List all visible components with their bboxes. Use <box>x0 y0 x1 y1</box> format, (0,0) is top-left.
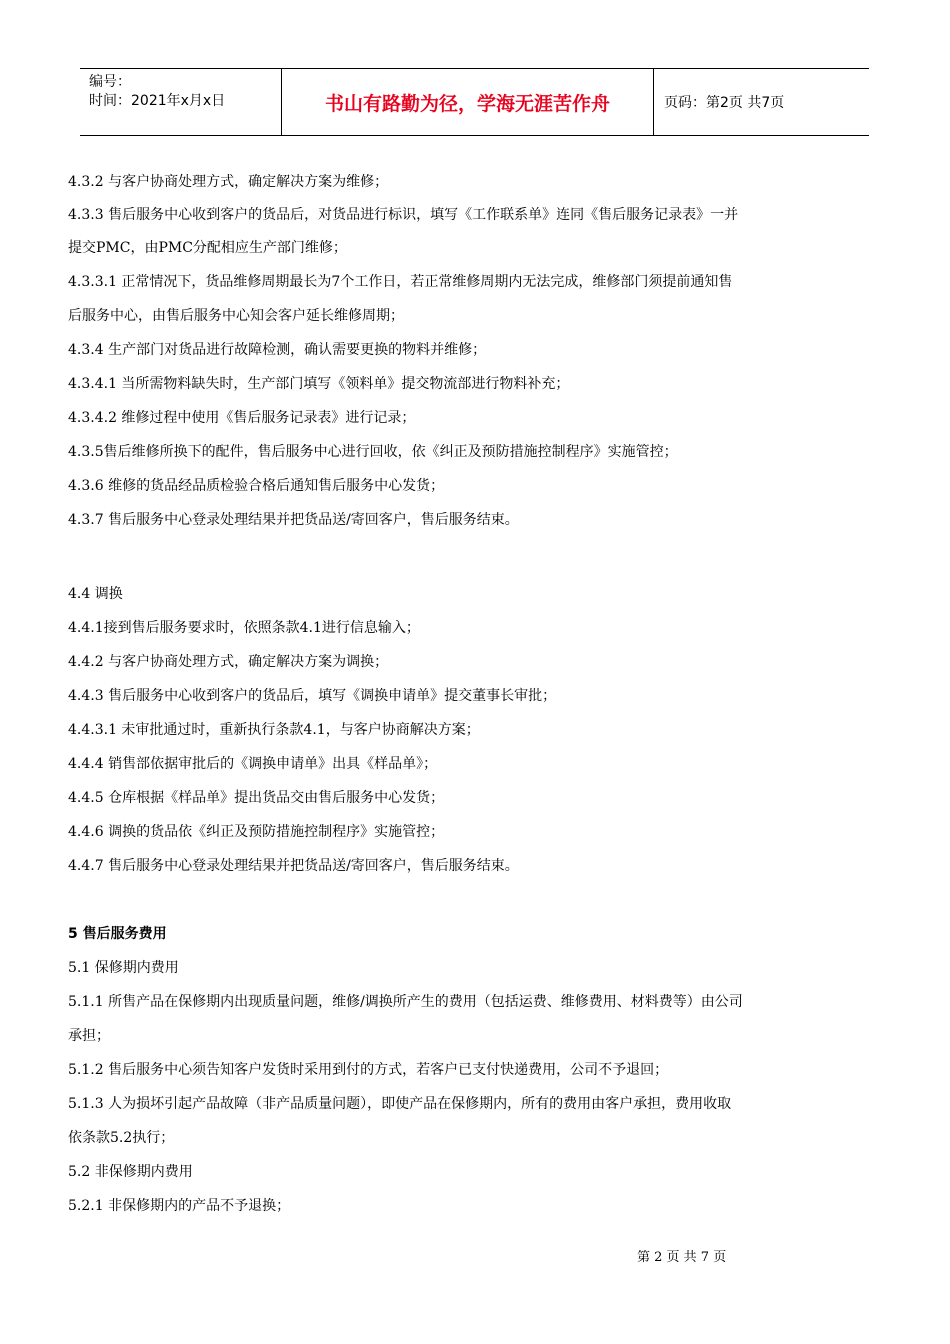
body-line: 4.3.3.1 正常情况下，货品维修周期最长为7个工作日，若正常维修周期内无法完成，维修部门须提前通知售 <box>68 274 733 290</box>
header-meta <box>80 69 282 135</box>
body-line: 5.2.1 非保修期内的产品不予退换； <box>68 1198 291 1214</box>
body-line: 5.1 保修期内费用 <box>68 960 179 976</box>
body-line: 4.4.5 仓库根据《样品单》提出货品交由售后服务中心发货； <box>68 790 445 806</box>
body-line: 5.2 非保修期内费用 <box>68 1164 193 1180</box>
body-line: 提交PMC，由PMC分配相应生产部门维修； <box>68 240 347 256</box>
body-line: 4.4.6 调换的货品依《纠正及预防措施控制程序》实施管控； <box>68 824 445 840</box>
body-line: 4.3.3 售后服务中心收到客户的货品后，对货品进行标识，填写《工作联系单》连同《售后服务记录表》一并 <box>68 207 739 223</box>
body-line: 4.4.4 销售部依据审批后的《调换申请单》出具《样品单》； <box>68 756 438 772</box>
section-heading: 5 售后服务费用 <box>68 926 167 942</box>
body-line: 4.4.1接到售后服务要求时，依照条款4.1进行信息输入； <box>68 620 420 636</box>
body-line: 4.4.2 与客户协商处理方式，确定解决方案为调换； <box>68 654 389 670</box>
body-line: 4.4.7 售后服务中心登录处理结果并把货品送/寄回客户，售后服务结束。 <box>68 858 519 874</box>
body-line: 4.4 调换 <box>68 586 123 602</box>
body-line: 4.3.4.1 当所需物料缺失时，生产部门填写《领料单》提交物流部进行物料补充； <box>68 376 570 392</box>
body-line: 4.4.3 售后服务中心收到客户的货品后，填写《调换申请单》提交董事长审批； <box>68 688 557 704</box>
page-footer: 第 2 页 共 7 页 <box>637 1250 727 1265</box>
body-line: 后服务中心，由售后服务中心知会客户延长维修周期； <box>68 308 404 324</box>
body-line: 4.3.4 生产部门对货品进行故障检测，确认需要更换的物料并维修； <box>68 342 487 358</box>
body-line: 5.1.2 售后服务中心须告知客户发货时采用到付的方式，若客户已支付快递费用，公司不予退回； <box>68 1062 669 1078</box>
document-header <box>80 68 869 136</box>
body-line: 4.3.2 与客户协商处理方式，确定解决方案为维修； <box>68 174 389 190</box>
body-line: 4.3.6 维修的货品经品质检验合格后通知售后服务中心发货； <box>68 478 445 494</box>
header-motto: 书山有路勤为径，学海无涯苦作舟 <box>282 69 654 135</box>
doc-date-label: 时间：2021年x月x日 <box>89 93 226 109</box>
doc-number-label: 编号： <box>89 74 131 90</box>
header-page-number: 页码：第2页 共7页 <box>664 95 785 111</box>
body-line: 依条款5.2执行； <box>68 1130 175 1146</box>
body-line: 5.1.3 人为损坏引起产品故障（非产品质量问题），即使产品在保修期内，所有的费用由客户承担，费用收取 <box>68 1096 732 1112</box>
body-line: 4.4.3.1 未审批通过时，重新执行条款4.1，与客户协商解决方案； <box>68 722 480 738</box>
body-line: 4.3.7 售后服务中心登录处理结果并把货品送/寄回客户，售后服务结束。 <box>68 512 519 528</box>
body-line: 5.1.1 所售产品在保修期内出现质量问题，维修/调换所产生的费用（包括运费、维修费用、材料费等）由公司 <box>68 994 743 1010</box>
body-line: 4.3.4.2 维修过程中使用《售后服务记录表》进行记录； <box>68 410 416 426</box>
body-line: 4.3.5售后维修所换下的配件，售后服务中心进行回收，依《纠正及预防措施控制程序》实施管控； <box>68 444 678 460</box>
body-line: 承担； <box>68 1028 110 1044</box>
